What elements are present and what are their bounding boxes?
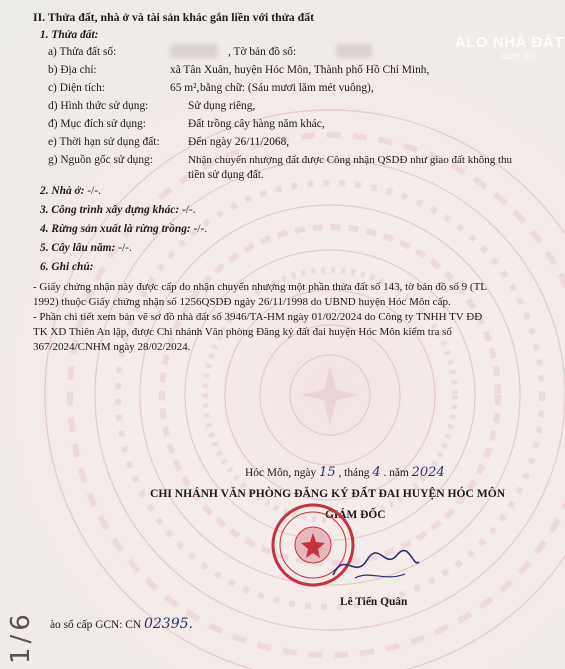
item1-title: 1. Thửa đất: <box>40 29 99 41</box>
item3 <box>40 203 196 217</box>
date-place: Hóc Môn, ngày <box>245 467 317 479</box>
item2-value: -/-. <box>87 185 101 197</box>
row-value-dd: Đất trồng cây hàng năm khác, <box>188 118 325 130</box>
issue-number-value: 02395. <box>143 616 193 632</box>
note-line-1: - Giấy chứng nhận này được cấp do nhận chuyển nhượng một phần thửa đất số 143, tờ bản đồ số 9 (TL <box>33 281 488 293</box>
row-label-g: g) Nguồn gốc sử dụng: <box>48 154 153 166</box>
row-label-b: b) Địa chỉ: <box>48 64 97 76</box>
site-watermark <box>455 34 564 62</box>
date-year-label: . năm <box>383 467 409 479</box>
date-day: 15 <box>319 465 336 480</box>
date-year: 2024 <box>411 465 445 480</box>
row-value-d: Sử dụng riêng, <box>188 100 256 112</box>
row-value-g: Nhận chuyển nhượng đất được Công nhận QSDĐ như giao đất không thu <box>188 154 513 166</box>
side-page-mark: 1/6 <box>6 610 36 664</box>
watermark-line2: .com.vn <box>499 51 535 62</box>
row-label-c: c) Diện tích: <box>48 82 105 94</box>
issue-number <box>50 617 193 632</box>
redacted-map-sheet-number <box>336 44 372 58</box>
item5-title: 5. Cây lâu năm: <box>40 242 116 254</box>
row-value-e: Đến ngày 26/11/2068, <box>188 136 290 148</box>
note-line-5: 367/2024/CNHM ngày 28/02/2024. <box>33 341 191 353</box>
item2-title: 2. Nhà ở: <box>40 185 85 197</box>
row-label-dd: đ) Mục đích sử dụng: <box>48 118 146 130</box>
date-line <box>245 466 445 480</box>
note-line-3: - Phần chi tiết xem bản vẽ sơ đồ nhà đất số 3946/TA-HM ngày 01/02/2024 do Công ty TNHH TV ĐĐ <box>33 311 483 323</box>
item4-title: 4. Rừng sản xuất là rừng trồng: <box>40 223 191 235</box>
director-title: GIÁM ĐỐC <box>325 509 386 521</box>
item5-value: -/-. <box>118 242 132 254</box>
section-heading: II. Thửa đất, nhà ở và tài sản khác gắn liền với thửa đất <box>33 10 315 24</box>
row-extra-c: bằng chữ: (Sáu mươi lăm mét vuông), <box>200 82 374 94</box>
issue-number-label: ào sổ cấp GCN: CN <box>50 619 142 631</box>
note-line-4: TK XD Thiên An lập, được Chi nhánh Văn phòng Đăng ký đất đai huyện Hóc Môn kiểm tra số <box>33 326 452 338</box>
row-value-g-cont: tiền sử dụng đất. <box>188 169 264 181</box>
date-month-label: , tháng <box>338 467 370 479</box>
item4 <box>40 222 207 236</box>
item6-title: 6. Ghi chú: <box>40 261 94 273</box>
row-label-a: a) Thửa đất số: <box>48 46 117 58</box>
note-line-2: 1992) thuộc Giấy chứng nhận số 1256QSDĐ ngày 26/11/1998 do UBND huyện Hóc Môn cấp. <box>33 296 451 308</box>
item3-value: -/-. <box>181 204 196 216</box>
signature <box>325 540 425 590</box>
row-value-b: xã Tân Xuân, huyện Hóc Môn, Thành phố Hồ Chí Minh, <box>170 64 430 76</box>
office-name: CHI NHÁNH VĂN PHÒNG ĐĂNG KÝ ĐẤT ĐAI HUYỆN HÓC MÔN <box>150 487 506 500</box>
row-value-a: , Tờ bản đồ số: <box>228 46 297 58</box>
item2 <box>40 184 101 198</box>
item3-title: 3. Công trình xây dựng khác: <box>40 204 180 216</box>
item5 <box>40 241 132 255</box>
signer-name: Lê Tiến Quân <box>340 596 408 608</box>
row-value-c: 65 m², <box>170 82 200 94</box>
item4-value: -/-. <box>193 223 208 235</box>
date-month: 4 <box>372 465 381 480</box>
redacted-parcel-number <box>170 44 218 58</box>
row-label-e: e) Thời hạn sử dụng đất: <box>48 136 160 148</box>
watermark-line1: ALO NHÀ ĐẤT <box>455 34 564 51</box>
row-label-d: d) Hình thức sử dụng: <box>48 100 149 112</box>
